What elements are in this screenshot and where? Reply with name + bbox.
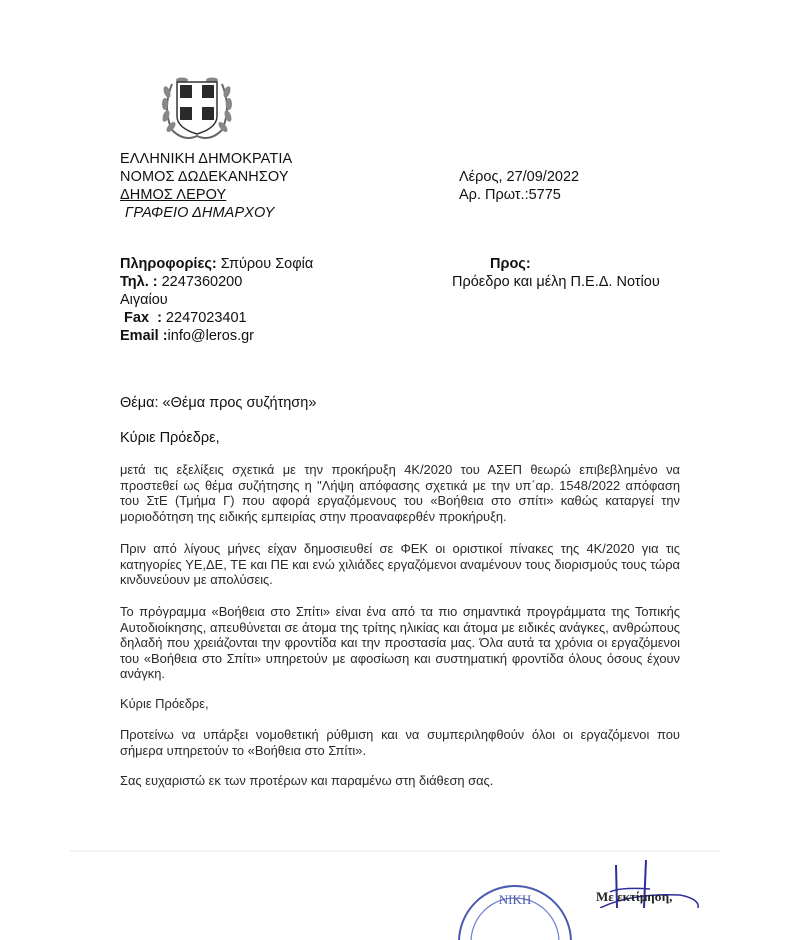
stamp-text: ΝΙΚΗ: [498, 892, 532, 907]
subject-line: Θέμα: «Θέμα προς συζήτηση»: [120, 395, 317, 411]
tel-line: [120, 273, 313, 291]
info-value: Σπύρου Σοφία: [216, 256, 314, 272]
email-label: Email :: [120, 328, 168, 344]
greek-coat-of-arms-icon: [160, 70, 234, 146]
signoff-text: Με εκτίμηση,: [596, 889, 673, 904]
email-value: info@leros.gr: [167, 328, 254, 344]
info-label: Πληροφορίες:: [120, 256, 217, 272]
address-continuation: Αιγαίου: [120, 292, 168, 308]
divider: [70, 850, 720, 852]
fax-value: 2247023401: [161, 310, 247, 326]
organization-header: [120, 150, 292, 222]
org-line-republic: ΕΛΛΗΝΙΚΗ ΔΗΜΟΚΡΑΤΙΑ: [120, 151, 293, 167]
fax-label: Fax :: [120, 310, 162, 326]
protocol-number: Αρ. Πρωτ.:5775: [459, 187, 561, 203]
place-date: Λέρος, 27/09/2022: [459, 169, 580, 185]
official-seal-icon: [455, 880, 575, 940]
closing-salutation: Κύριε Πρόεδρε,: [120, 696, 209, 711]
org-line-prefecture: ΝΟΜΟΣ ΔΩΔΕΚΑΝΗΣΟΥ: [120, 169, 289, 185]
body-paragraph: μετά τις εξελίξεις σχετικά με την προκήρυξη 4Κ/2020 του ΑΣΕΠ θεωρώ επιβεβλημένο να προστεθεί ως θέμα συζήτησης η "Λήψη απόφασης σχετικά με την υπ΄αρ. 1548/2022 απόφαση του ΣτΕ (Τμήμα Γ) που αφορά εργαζόμενους του «Βοήθεια στο σπίτι» καθώς καταργεί την μοριοδότηση της ειδικής εμπειρίας στην προαναφερθέν προκήρυξη.: [120, 462, 680, 524]
body-paragraph: Πριν από λίγους μήνες είχαν δημοσιευθεί σε ΦΕΚ οι οριστικοί πίνακες της 4Κ/2020 για τις κατηγορίες ΥΕ,ΔΕ, ΤΕ και ΠΕ και ενώ χιλιάδες εργαζόμενοι αναμένουν τους διορισμούς τους τώρα κινδυνεύουν με απολύσεις.: [120, 541, 680, 587]
recipient-block: [452, 255, 660, 291]
body-paragraph: Το πρόγραμμα «Βοήθεια στο Σπίτι» είναι ένα από τα πιο σημαντικά προγράμματα της Τοπικής Αυτοδιοίκησης, απευθύνεται σε άτομα της τρίτης ηλικίας και άτομα με ειδικές ανάγκες, ανθρώπους δηλαδή που χρειάζονται την φροντίδα και την προστασία μας. Όλα αυτά τα χρόνια οι εργαζόμενοι του «Βοήθεια στο Σπίτι» υπηρετούν με αφοσίωση και συστηματική φροντίδα όλους όσους έχουν ανάγκη.: [120, 604, 680, 681]
body-paragraph: Σας ευχαριστώ εκ των προτέρων και παραμένω στη διάθεση σας.: [120, 773, 494, 788]
fax-line: [120, 309, 313, 327]
org-line-mayor-office: ΓΡΑΦΕΙΟ ΔΗΜΑΡΧΟΥ: [125, 205, 275, 221]
org-line-municipality: ΔΗΜΟΣ ΛΕΡΟΥ: [120, 187, 227, 203]
body-paragraph: Προτείνω να υπάρξει νομοθετική ρύθμιση και να συμπεριληφθούν όλοι οι εργαζόμενοι που σήμερα υπηρετούν το «Βοήθεια στο Σπίτι».: [120, 727, 680, 758]
contact-info: [120, 255, 313, 345]
tel-label: Τηλ. :: [120, 274, 158, 290]
recipient-label: Προς:: [490, 256, 531, 272]
tel-value: 2247360200: [157, 274, 243, 290]
document-meta: [459, 168, 579, 204]
email-line: [120, 327, 313, 345]
salutation: Κύριε Πρόεδρε,: [120, 430, 220, 446]
recipient-value: Πρόεδρο και μέλη Π.Ε.Δ. Νοτίου: [452, 274, 660, 290]
info-line: [120, 255, 313, 273]
